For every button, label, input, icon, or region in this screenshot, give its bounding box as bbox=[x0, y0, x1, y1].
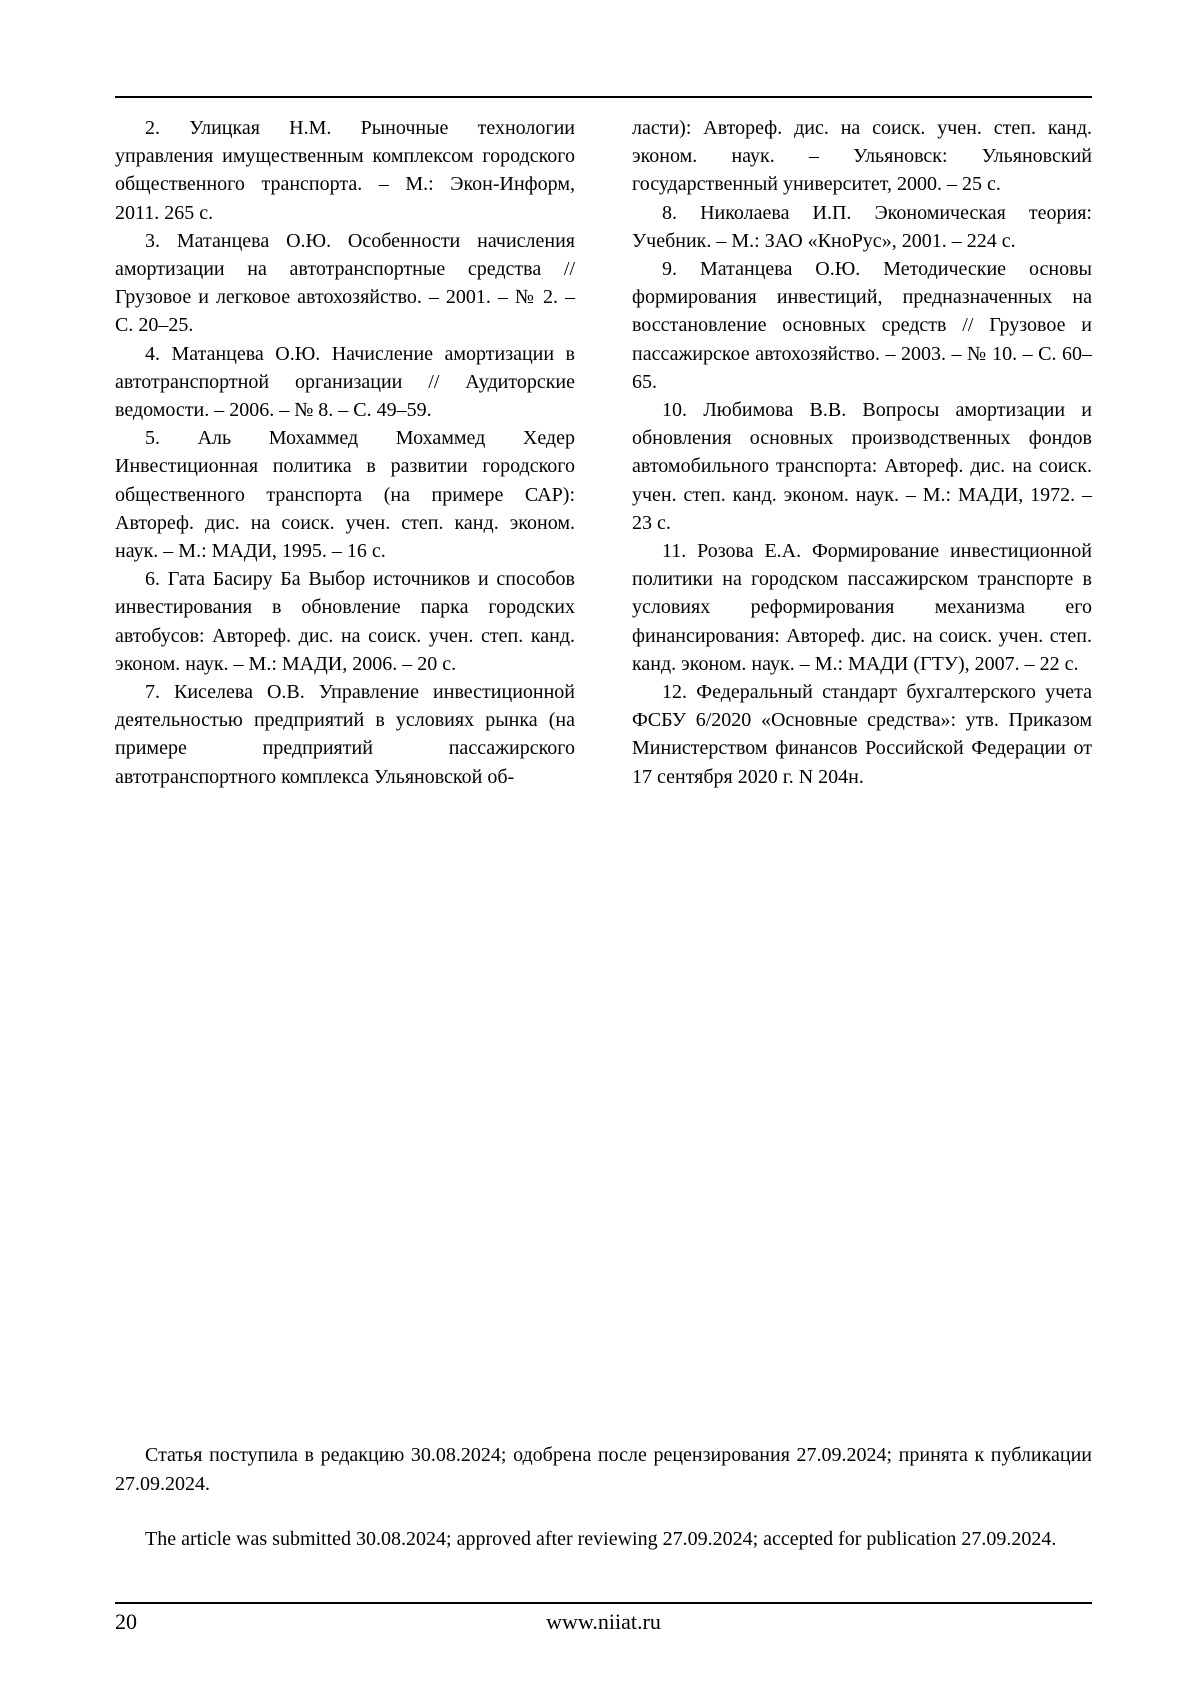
reference-item-6: 6. Гата Басиру Ба Выбор источников и способов инвестирования в обновление парка городских автобусов: Автореф. дис. на соиск. учен. степ. канд. эконом. наук. – М.: МАДИ, 2006. – 20 с. bbox=[115, 565, 575, 678]
reference-item-12: 12. Федеральный стандарт бухгалтерского учета ФСБУ 6/2020 «Основные средства»: утв. Приказом Министерством финансов Российской Федерации от 17 сентября 2020 г. N 204н. bbox=[632, 678, 1092, 791]
reference-item-9: 9. Матанцева О.Ю. Методические основы формирования инвестиций, предназначенных на восстановление основных средств // Грузовое и пассажирское автохозяйство. – 2003. – № 10. – С. 60–65. bbox=[632, 255, 1092, 396]
reference-item-8: 8. Николаева И.П. Экономическая теория: Учебник. – М.: ЗАО «КноРус», 2001. – 224 с. bbox=[632, 199, 1092, 255]
header-rule bbox=[115, 96, 1092, 98]
references-right-column bbox=[632, 114, 1092, 791]
page-number: 20 bbox=[115, 1609, 137, 1635]
submission-note-en: The article was submitted 30.08.2024; approved after reviewing 27.09.2024; accepted for publication 27.09.2024. bbox=[115, 1525, 1092, 1554]
reference-item-7: 7. Киселева О.В. Управление инвестиционной деятельностью предприятий в условиях рынка (на примере предприятий пассажирского автотранспортного комплекса Ульяновской об- bbox=[115, 678, 575, 791]
submission-note-ru: Статья поступила в редакцию 30.08.2024; одобрена после рецензирования 27.09.2024; принята к публикации 27.09.2024. bbox=[115, 1441, 1092, 1498]
references-columns bbox=[115, 114, 1092, 791]
footer-rule bbox=[115, 1602, 1092, 1604]
reference-item-3: 3. Матанцева О.Ю. Особенности начисления амортизации на автотранспортные средства // Грузовое и легковое автохозяйство. – 2001. – № 2. – С. 20–25. bbox=[115, 227, 575, 340]
reference-item-11: 11. Розова Е.А. Формирование инвестиционной политики на городском пассажирском транспорте в условиях реформирования механизма его финансирования: Автореф. дис. на соиск. учен. степ. канд. эконом. наук. – М.: МАДИ (ГТУ), 2007. – 22 с. bbox=[632, 537, 1092, 678]
references-left-column bbox=[115, 114, 575, 791]
reference-item-5: 5. Аль Мохаммед Мохаммед Хедер Инвестиционная политика в развитии городского общественного транспорта (на примере САР): Автореф. дис. на соиск. учен. степ. канд. эконом. наук. – М.: МАДИ, 1995. – 16 с. bbox=[115, 424, 575, 565]
reference-item-2: 2. Улицкая Н.М. Рыночные технологии управления имущественным комплексом городского общественного транспорта. – М.: Экон-Информ, 2011. 265 с. bbox=[115, 114, 575, 227]
page-footer bbox=[115, 1609, 1092, 1639]
website-link[interactable]: www.niiat.ru bbox=[115, 1609, 1092, 1635]
reference-item-7-continuation: ласти): Автореф. дис. на соиск. учен. степ. канд. эконом. наук. – Ульяновск: Ульяновский государственный университет, 2000. – 25 с. bbox=[632, 114, 1092, 199]
reference-item-10: 10. Любимова В.В. Вопросы амортизации и обновления основных производственных фондов автомобильного транспорта: Автореф. дис. на соиск. учен. степ. канд. эконом. наук. – М.: МАДИ, 1972. – 23 с. bbox=[632, 396, 1092, 537]
reference-item-4: 4. Матанцева О.Ю. Начисление амортизации в автотранспортной организации // Аудиторские ведомости. – 2006. – № 8. – С. 49–59. bbox=[115, 340, 575, 425]
